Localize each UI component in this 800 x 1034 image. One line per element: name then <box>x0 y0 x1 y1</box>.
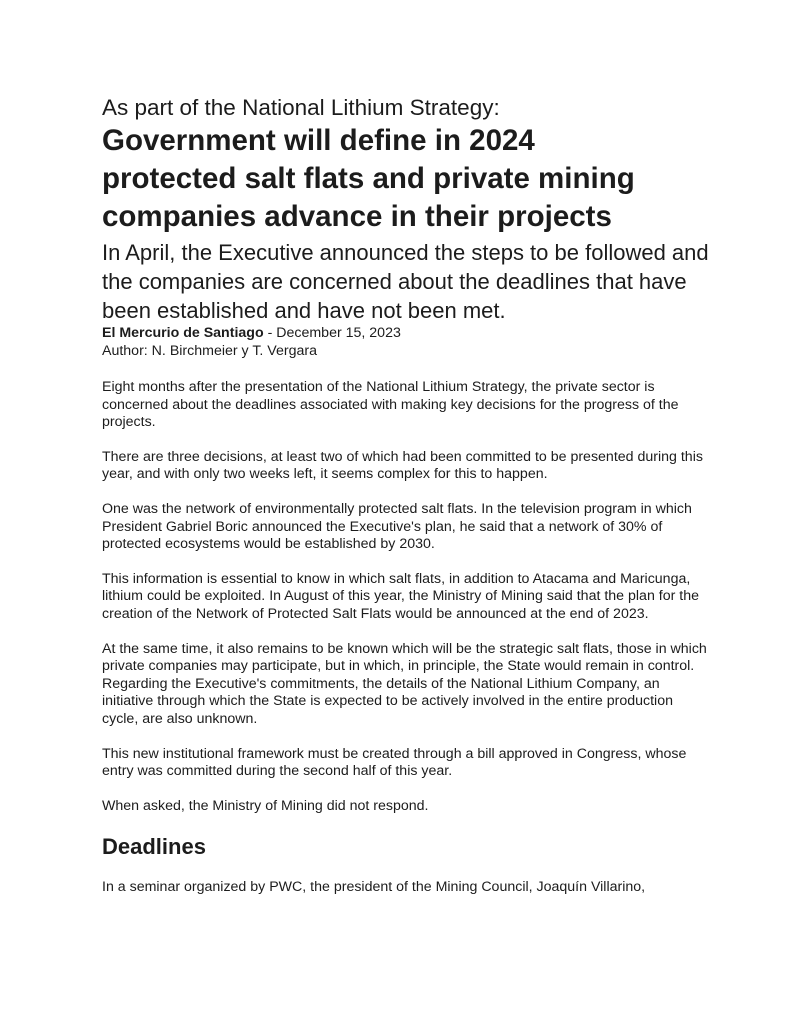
body-paragraph: Eight months after the presentation of the National Lithium Strategy, the private sector is concerned about the deadlines associated with making key decisions for the progress of the projects. <box>102 379 679 431</box>
headline-line: protected salt flats and private mining <box>102 162 635 195</box>
source-name: El Mercurio de Santiago <box>102 325 264 341</box>
body-paragraph: This information is essential to know in which salt flats, in addition to Atacama and Maricunga, lithium could be exploited. In August of this year, the Ministry of Mining said that the plan for the creation of the Network of Protected Salt Flats would be announced at the end of 2023. <box>102 570 699 622</box>
byline <box>102 325 712 343</box>
body-paragraph: At the same time, it also remains to be known which will be the strategic salt flats, those in which private companies may participate, but in which, in principle, the State would remain in control. <box>102 640 707 675</box>
headline-line: Government will define in 2024 <box>102 124 535 157</box>
article-headline <box>102 122 712 236</box>
article-kicker: As part of the National Lithium Strategy: <box>102 95 500 120</box>
article-subtitle: In April, the Executive announced the steps to be followed and the companies are concerned about the deadlines that have been established and have not been met. <box>102 240 709 323</box>
article <box>102 94 712 914</box>
body-paragraph: This new institutional framework must be created through a bill approved in Congress, whose entry was committed during the second half of this year. <box>102 745 687 780</box>
body-paragraph: In a seminar organized by PWC, the president of the Mining Council, Joaquín Villarino, <box>102 879 646 896</box>
publish-date: - December 15, 2023 <box>267 325 401 341</box>
headline-line: companies advance in their projects <box>102 200 612 233</box>
author-line: Author: N. Birchmeier y T. Vergara <box>102 342 317 359</box>
body-paragraph: There are three decisions, at least two of which had been committed to be presented during this year, and with only two weeks left, it seems complex for this to happen. <box>102 448 703 483</box>
body-paragraph: One was the network of environmentally protected salt flats. In the television program in which President Gabriel Boric announced the Executive's plan, he said that a network of 30% of protected ecosystems would be established by 2030. <box>102 500 692 553</box>
body-paragraph: Regarding the Executive's commitments, the details of the National Lithium Company, an initiative through which the State is expected to be actively involved in the entire production cycle, are also unknown. <box>102 675 673 727</box>
section-heading: Deadlines <box>102 834 206 860</box>
article-body <box>102 379 712 897</box>
body-paragraph: When asked, the Ministry of Mining did not respond. <box>102 797 429 814</box>
